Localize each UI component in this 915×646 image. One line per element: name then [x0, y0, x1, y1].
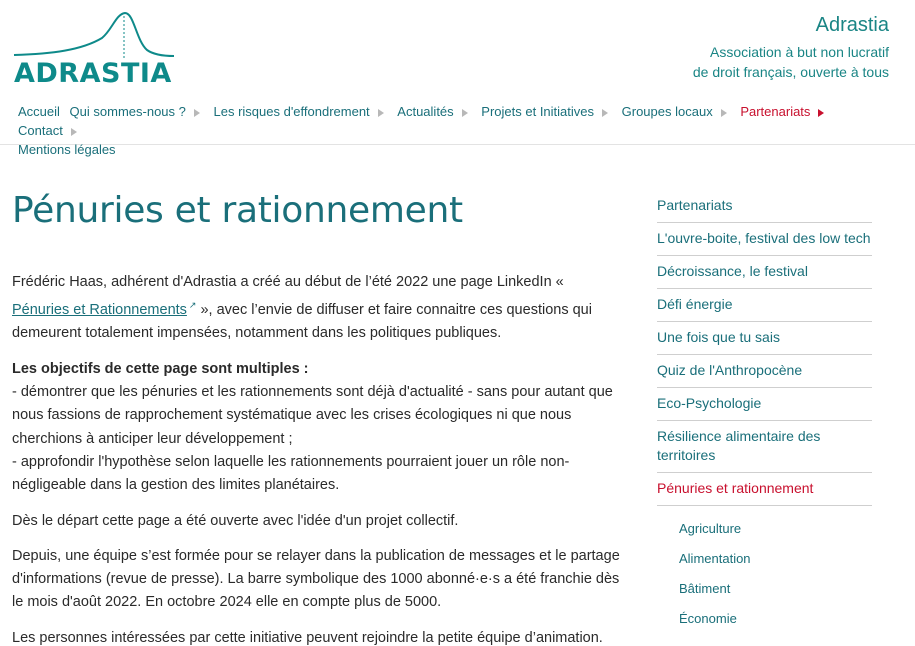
chevron-right-icon	[721, 109, 727, 117]
external-link-icon: ↗	[188, 300, 197, 311]
site-tagline	[629, 42, 889, 82]
sidebar-item-eco-psychologie[interactable]: Eco-Psychologie	[657, 388, 872, 421]
site-header	[0, 0, 915, 157]
objectives-paragraph	[12, 358, 624, 498]
objectives-heading: Les objectifs de cette page sont multiples :	[12, 360, 309, 377]
team-paragraph: Depuis, une équipe s’est formée pour se relayer dans la publication de messages et le partage d'informations (revue de presse). La barre symbolique des 1000 abonné·e·s a été franchie dès le mois d'août 2022. En octobre 2024 elle en compte plus de 5000.	[12, 547, 620, 611]
chevron-right-icon	[194, 109, 200, 117]
sidebar-subitem-batiment[interactable]: Bâtiment	[679, 581, 731, 596]
main-content	[12, 190, 624, 646]
logo-curve-icon	[12, 10, 177, 60]
objective-1: - démontrer que les pénuries et les rationnements sont déjà d'actualité - sans pour autant que nous fassions de rapprochement systématique avec les crises écologiques ni que nous cherchions à anticiper leur développement ;	[12, 384, 613, 447]
sidebar-item-ouvre-boite[interactable]: L'ouvre-boite, festival des low tech	[657, 223, 872, 256]
collective-paragraph: Dès le départ cette page a été ouverte avec l'idée d'un projet collectif.	[12, 512, 459, 529]
sidebar-subitem-alimentation[interactable]: Alimentation	[679, 551, 751, 566]
page-title: Pénuries et rationnement	[12, 190, 463, 231]
chevron-right-icon	[818, 109, 824, 117]
chevron-right-icon	[378, 109, 384, 117]
nav-item-accueil[interactable]: Accueil	[18, 104, 60, 119]
nav-item-qui-sommes-nous[interactable]: Qui sommes-nous ?	[70, 102, 204, 121]
nav-item-projets[interactable]: Projets et Initiatives	[481, 102, 612, 121]
main-nav	[18, 102, 898, 159]
chevron-right-icon	[71, 128, 77, 136]
sidebar-item-defi-energie[interactable]: Défi énergie	[657, 289, 872, 322]
intro-paragraph: Frédéric Haas, adhérent d'Adrastia a créé au début de l’été 2022 une page LinkedIn « Pénuries et Rationnements ↗ », avec l’envie de diffuser et faire connaitre ces questions qui demeurent totalement impensées, notamment dans les politiques publiques.	[12, 274, 592, 342]
sidebar-item-une-fois-que-tu-sais[interactable]: Une fois que tu sais	[657, 322, 872, 355]
sidebar-item-quiz-anthropocene[interactable]: Quiz de l'Anthropocène	[657, 355, 872, 388]
logo-text: ADRASTIA	[14, 58, 172, 89]
objective-2: - approfondir l'hypothèse selon laquelle les rationnements pourraient jouer un rôle non-négligeable dans la gestion des limites planétaires.	[12, 453, 570, 494]
site-logo[interactable]	[12, 10, 177, 89]
nav-item-partenariats[interactable]: Partenariats	[740, 102, 828, 121]
nav-item-contact[interactable]: Contact	[18, 121, 81, 140]
sidebar-nav	[657, 190, 872, 636]
sidebar-item-resilience-alimentaire[interactable]: Résilience alimentaire des territoires	[657, 421, 872, 473]
join-paragraph: Les personnes intéressées par cette initiative peuvent rejoindre la petite équipe d’animation.	[12, 629, 603, 646]
sidebar-item-partenariats[interactable]: Partenariats	[657, 190, 872, 223]
sidebar-sub-list	[657, 506, 872, 632]
nav-item-risques[interactable]: Les risques d'effondrement	[214, 102, 388, 121]
chevron-right-icon	[462, 109, 468, 117]
sidebar-subitem-agriculture[interactable]: Agriculture	[679, 521, 742, 536]
nav-item-groupes-locaux[interactable]: Groupes locaux	[622, 102, 731, 121]
tagline-line-1: Association à but non lucratif	[710, 44, 889, 60]
sidebar-item-penuries[interactable]: Pénuries et rationnement	[657, 473, 872, 506]
sidebar-subitem-economie[interactable]: Économie	[679, 611, 737, 626]
nav-item-actualites[interactable]: Actualités	[397, 102, 471, 121]
tagline-line-2: de droit français, ouverte à tous	[692, 64, 889, 80]
linkedin-page-link[interactable]: Pénuries et Rationnements	[12, 302, 187, 319]
chevron-right-icon	[602, 109, 608, 117]
sidebar-item-decroissance[interactable]: Décroissance, le festival	[657, 256, 872, 289]
nav-item-mentions-legales[interactable]: Mentions légales	[18, 142, 116, 157]
site-title[interactable]: Adrastia	[815, 14, 889, 36]
